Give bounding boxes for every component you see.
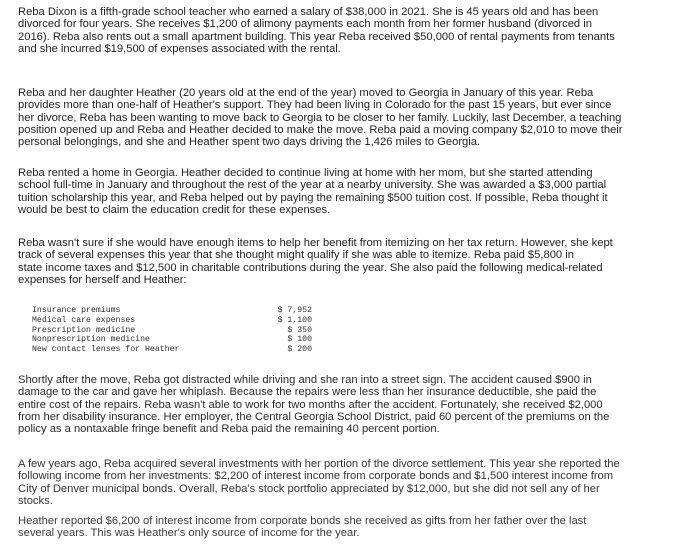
expense-row <box>32 326 312 336</box>
expense-amount: $ 200 <box>287 345 312 355</box>
expense-label: Prescription medicine <box>32 325 136 335</box>
expense-label: New contact lenses for Heather <box>32 345 180 355</box>
paragraph-education: Reba rented a home in Georgia. Heather decided to continue living at home with her mom, but she started attending school full-time in January and throughout the rest of the year at a nearby university. She was awarded a $3,000 partial tuition scholarship this year, and Reba helped out by paying the remaining $500 tuition cost. If possible, Reba thought it would be best to claim the education credit for these expenses. <box>18 167 608 216</box>
expense-amount: $ 1,100 <box>277 315 312 325</box>
medical-expense-table <box>32 306 312 355</box>
expense-amount: $ 100 <box>287 335 312 345</box>
expense-row <box>32 335 312 345</box>
expense-amount: $ 7,952 <box>277 306 312 315</box>
expense-amount: $ 350 <box>287 325 312 335</box>
expense-row <box>32 306 312 316</box>
paragraph-itemizing: Reba wasn't sure if she would have enough items to help her benefit from itemizing on her tax return. However, she kept track of several expenses this year that she thought might qualify if she was able to itemize. Reba paid $5,800 in state income taxes and $12,500 in charitable contributions during the year. She also paid the following medical-related expenses for herself and Heather: <box>18 237 613 286</box>
expense-row <box>32 316 312 326</box>
paragraph-move: Reba and her daughter Heather (20 years old at the end of the year) moved to Georgia in January of this year. Reba provides more than one-half of Heather's support. They had been living in Colorado for the past 15 years, but ever since her divorce, Reba has been wanting to move back to Georgia to be closer to her family. Luckily, last December, a teaching position opened up and Reba and Heather decided to make the move. Reba paid a moving company $2,010 to move their personal belongings, and she and Heather spent two days driving the 1,426 miles to Georgia. <box>18 87 623 149</box>
expense-label: Insurance premiums <box>32 306 121 315</box>
expense-label: Medical care expenses <box>32 315 136 325</box>
paragraph-accident: Shortly after the move, Reba got distracted while driving and she ran into a street sign. The accident caused $900 in damage to the car and gave her whiplash. Because the repairs were less than her insurance deductible, she paid the entire cost of the repairs. Reba wasn't able to work for two months after the accident. Fortunately, she received $2,000 from her disability insurance. Her employer, the Central Georgia School District, paid 60 percent of the premiums on the policy as a nontaxable fringe benefit and Reba paid the remaining 40 percent portion. <box>18 374 610 436</box>
expense-label: Nonprescription medicine <box>32 335 150 345</box>
expense-row <box>32 345 312 355</box>
paragraph-income: Reba Dixon is a fifth-grade school teacher who earned a salary of $38,000 in 2021. She is 45 years old and has been divorced for four years. She receives $1,200 of alimony payments each month from her former husband (divorced in 2016). Reba also rents out a small apartment building. This year Reba received $50,000 of rental payments from tenants and she incurred $19,500 of expenses associated with the rental. <box>18 6 615 55</box>
paragraph-heather-income: Heather reported $6,200 of interest income from corporate bonds she received as gifts from her father over the last several years. This was Heather's only source of income for the year. <box>18 515 587 540</box>
paragraph-investments: A few years ago, Reba acquired several investments with her portion of the divorce settlement. This year she reported the following income from her investments: $2,200 of interest income from corporate bonds and $1,500 interest income from City of Denver municipal bonds. Overall, Reba's stock portfolio appreciated by $12,000, but she did not sell any of her stocks. <box>18 458 620 507</box>
